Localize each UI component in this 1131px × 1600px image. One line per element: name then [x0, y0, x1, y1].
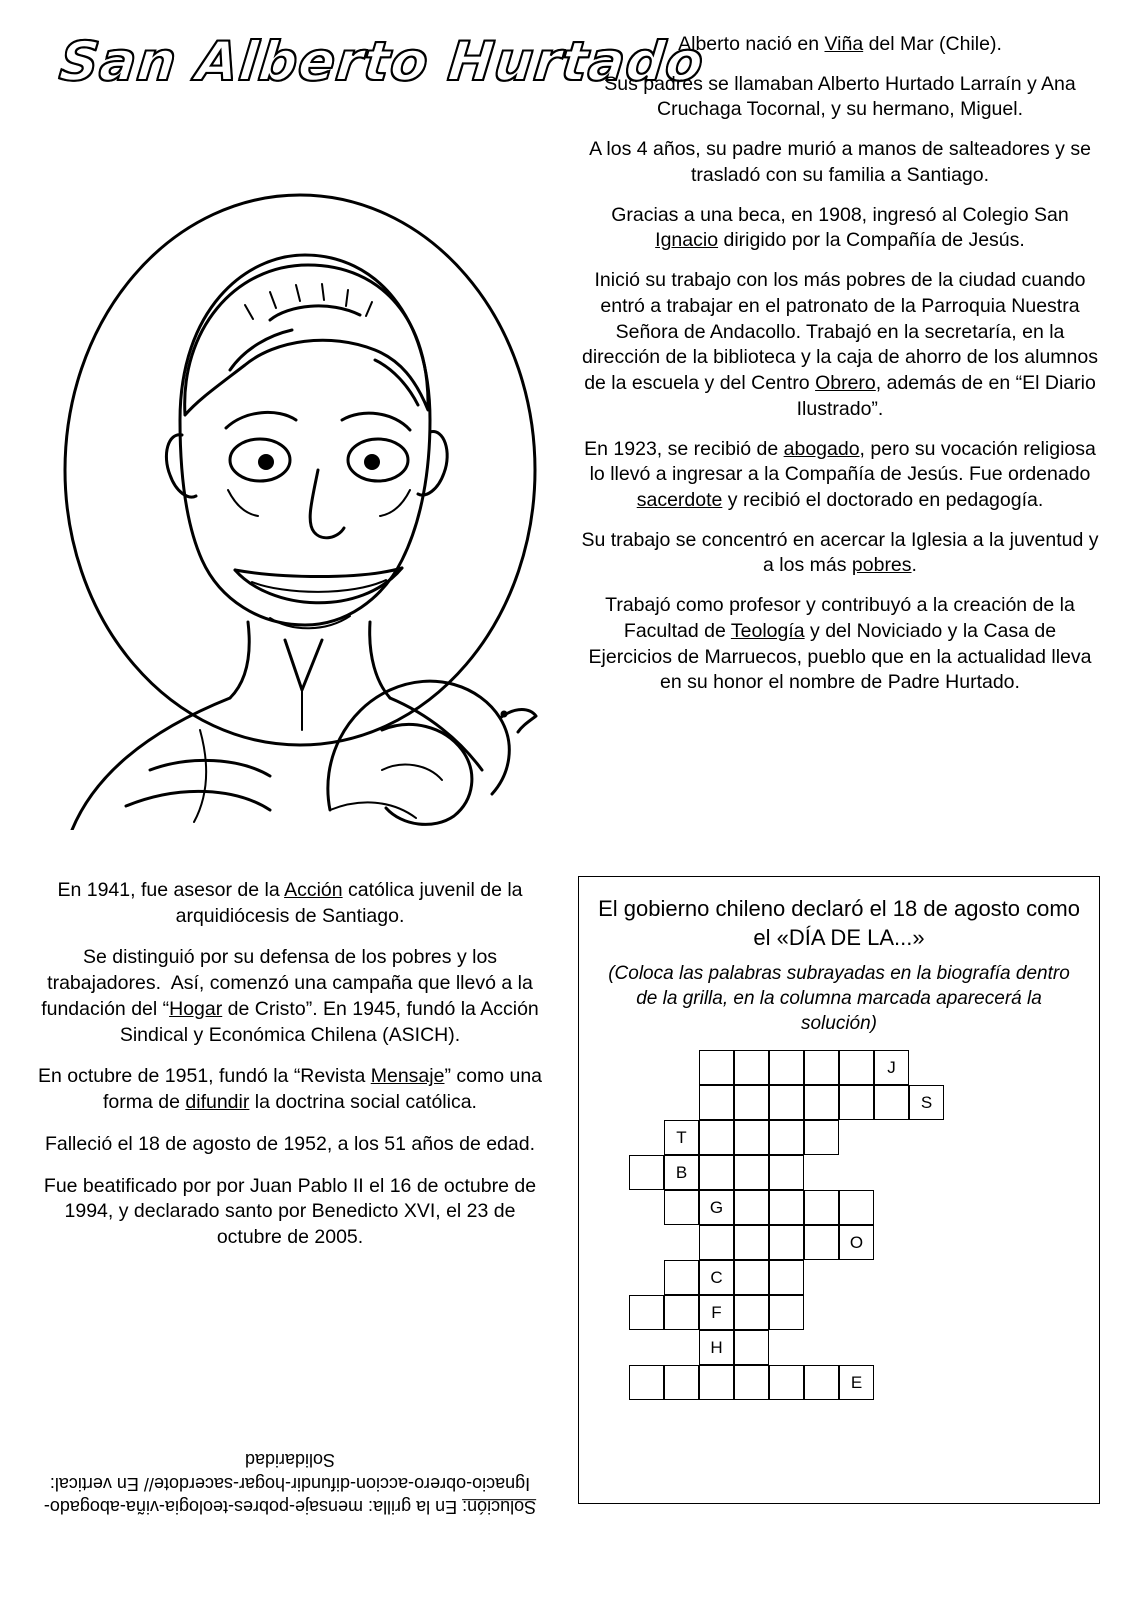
crossword-cell[interactable]: H	[699, 1330, 734, 1365]
bio-paragraph: A los 4 años, su padre murió a manos de salteadores y se trasladó con su familia a Santiago.	[589, 138, 1091, 186]
crossword-cell[interactable]	[804, 1120, 839, 1155]
crossword-cell[interactable]	[804, 1190, 839, 1225]
crossword-cell[interactable]: T	[664, 1120, 699, 1155]
crossword-cell[interactable]	[734, 1050, 769, 1085]
bio-paragraph: Su trabajo se concentró en acercar la Iglesia a la juventud y a los más pobres.	[581, 528, 1099, 577]
solution-label: Solución:	[462, 1497, 537, 1518]
biography-right-column	[580, 32, 1100, 710]
bio-paragraph: Falleció el 18 de agosto de 1952, a los 51 años de edad.	[44, 1132, 536, 1155]
bio-paragraph: Alberto nació en Viña del Mar (Chile).	[678, 33, 1002, 55]
crossword-cell[interactable]: C	[699, 1260, 734, 1295]
crossword-cell[interactable]	[699, 1120, 734, 1155]
bio-paragraph: En 1941, fue asesor de la Acción católica juvenil de la arquidiócesis de Santiago.	[57, 879, 523, 927]
crossword-cell[interactable]	[839, 1190, 874, 1225]
crossword-cell[interactable]	[629, 1155, 664, 1190]
crossword-cell[interactable]	[769, 1085, 804, 1120]
crossword-cell[interactable]	[664, 1190, 699, 1225]
bio-paragraph: Trabajó como profesor y contribuyó a la creación de la Facultad de Teología y del Noviciado y la Casa de Ejercicios de Marruecos, pueblo que en la actualidad lleva en su honor el nombre de Padre Hurtado.	[588, 594, 1092, 694]
solution-text	[30, 1448, 550, 1518]
crossword-cell[interactable]	[769, 1260, 804, 1295]
crossword-cell[interactable]	[664, 1260, 699, 1295]
crossword-cell[interactable]	[629, 1295, 664, 1330]
crossword-cell[interactable]	[734, 1225, 769, 1260]
crossword-cell[interactable]: O	[839, 1225, 874, 1260]
bio-paragraph: Se distinguió por su defensa de los pobres y los trabajadores. Así, comenzó una campaña que llevó a la fundación del “Hogar de Cristo”. En 1945, fundó la Acción Sindical y Económica Chilena (ASICH).	[41, 946, 539, 1046]
puzzle-title: El gobierno chileno declaró el 18 de agosto como el «DÍA DE LA...»	[598, 896, 1080, 950]
crossword-cell[interactable]	[769, 1365, 804, 1400]
solution-body: En la grilla: mensaje-pobres-teologia-viña-abogado-Ignacio-obrero-accion-difundir-hogar-sacerdote// En vertical: Solidaridad	[43, 1450, 531, 1518]
crossword-cell[interactable]	[769, 1225, 804, 1260]
crossword-cell[interactable]	[699, 1050, 734, 1085]
bio-paragraph: Gracias a una beca, en 1908, ingresó al Colegio San Ignacio dirigido por la Compañía de Jesús.	[611, 203, 1069, 252]
crossword-cell[interactable]: S	[909, 1085, 944, 1120]
crossword-cell[interactable]	[839, 1050, 874, 1085]
crossword-cell[interactable]: F	[699, 1295, 734, 1330]
crossword-cell[interactable]	[664, 1295, 699, 1330]
crossword-cell[interactable]	[699, 1225, 734, 1260]
crossword-cell[interactable]	[769, 1190, 804, 1225]
crossword-cell[interactable]: G	[699, 1190, 734, 1225]
crossword-cell[interactable]	[769, 1120, 804, 1155]
crossword-cell[interactable]	[734, 1190, 769, 1225]
bio-paragraph: Sus padres se llamaban Alberto Hurtado Larraín y Ana Cruchaga Tocornal, y su hermano, Miguel.	[604, 72, 1076, 121]
crossword-cell[interactable]	[699, 1155, 734, 1190]
crossword-cell[interactable]	[804, 1050, 839, 1085]
page-title: San Alberto Hurtado	[56, 30, 708, 93]
crossword-cell[interactable]	[734, 1295, 769, 1330]
crossword-cell[interactable]	[804, 1085, 839, 1120]
crossword-cell[interactable]: J	[874, 1050, 909, 1085]
puzzle-panel	[578, 876, 1100, 1504]
portrait-illustration	[30, 170, 570, 830]
bio-paragraph: En octubre de 1951, fundó la “Revista Mensaje” como una forma de difundir la doctrina social católica.	[37, 1065, 543, 1114]
crossword-cell[interactable]	[734, 1365, 769, 1400]
crossword-cell[interactable]	[664, 1365, 699, 1400]
crossword-cell[interactable]	[769, 1295, 804, 1330]
crossword-cell[interactable]: E	[839, 1365, 874, 1400]
biography-left-column	[30, 878, 550, 1267]
crossword-cell[interactable]	[734, 1260, 769, 1295]
crossword-grid[interactable]	[629, 1050, 1049, 1450]
crossword-cell[interactable]	[874, 1085, 909, 1120]
crossword-cell[interactable]	[734, 1330, 769, 1365]
crossword-cell[interactable]: B	[664, 1155, 699, 1190]
crossword-cell[interactable]	[699, 1365, 734, 1400]
bio-paragraph: Fue beatificado por por Juan Pablo II el 16 de octubre de 1994, y declarado santo por Benedicto XVI, el 23 de octubre de 2005.	[43, 1174, 537, 1249]
crossword-cell[interactable]	[629, 1365, 664, 1400]
crossword-cell[interactable]	[734, 1085, 769, 1120]
bio-paragraph: Inició su trabajo con los más pobres de la ciudad cuando entró a trabajar en el patronato de la Parroquia Nuestra Señora de Andacollo. Trabajó en la secretaría, en la dirección de la biblioteca y la caja de ahorro de los alumnos de la escuela y del Centro Obrero, además de en “El Diario Ilustrado”.	[582, 269, 1098, 420]
crossword-cell[interactable]	[734, 1155, 769, 1190]
crossword-cell[interactable]	[699, 1085, 734, 1120]
crossword-cell[interactable]	[769, 1050, 804, 1085]
crossword-cell[interactable]	[769, 1155, 804, 1190]
bio-paragraph: En 1923, se recibió de abogado, pero su vocación religiosa lo llevó a ingresar a la Compañía de Jesús. Fue ordenado sacerdote y recibió el doctorado en pedagogía.	[584, 437, 1096, 512]
crossword-cell[interactable]	[804, 1225, 839, 1260]
crossword-cell[interactable]	[839, 1085, 874, 1120]
crossword-cell[interactable]	[734, 1120, 769, 1155]
puzzle-instructions: (Coloca las palabras subrayadas en la biografía dentro de la grilla, en la columna marcada aparecerá la solución)	[608, 963, 1070, 1034]
crossword-cell[interactable]	[804, 1365, 839, 1400]
